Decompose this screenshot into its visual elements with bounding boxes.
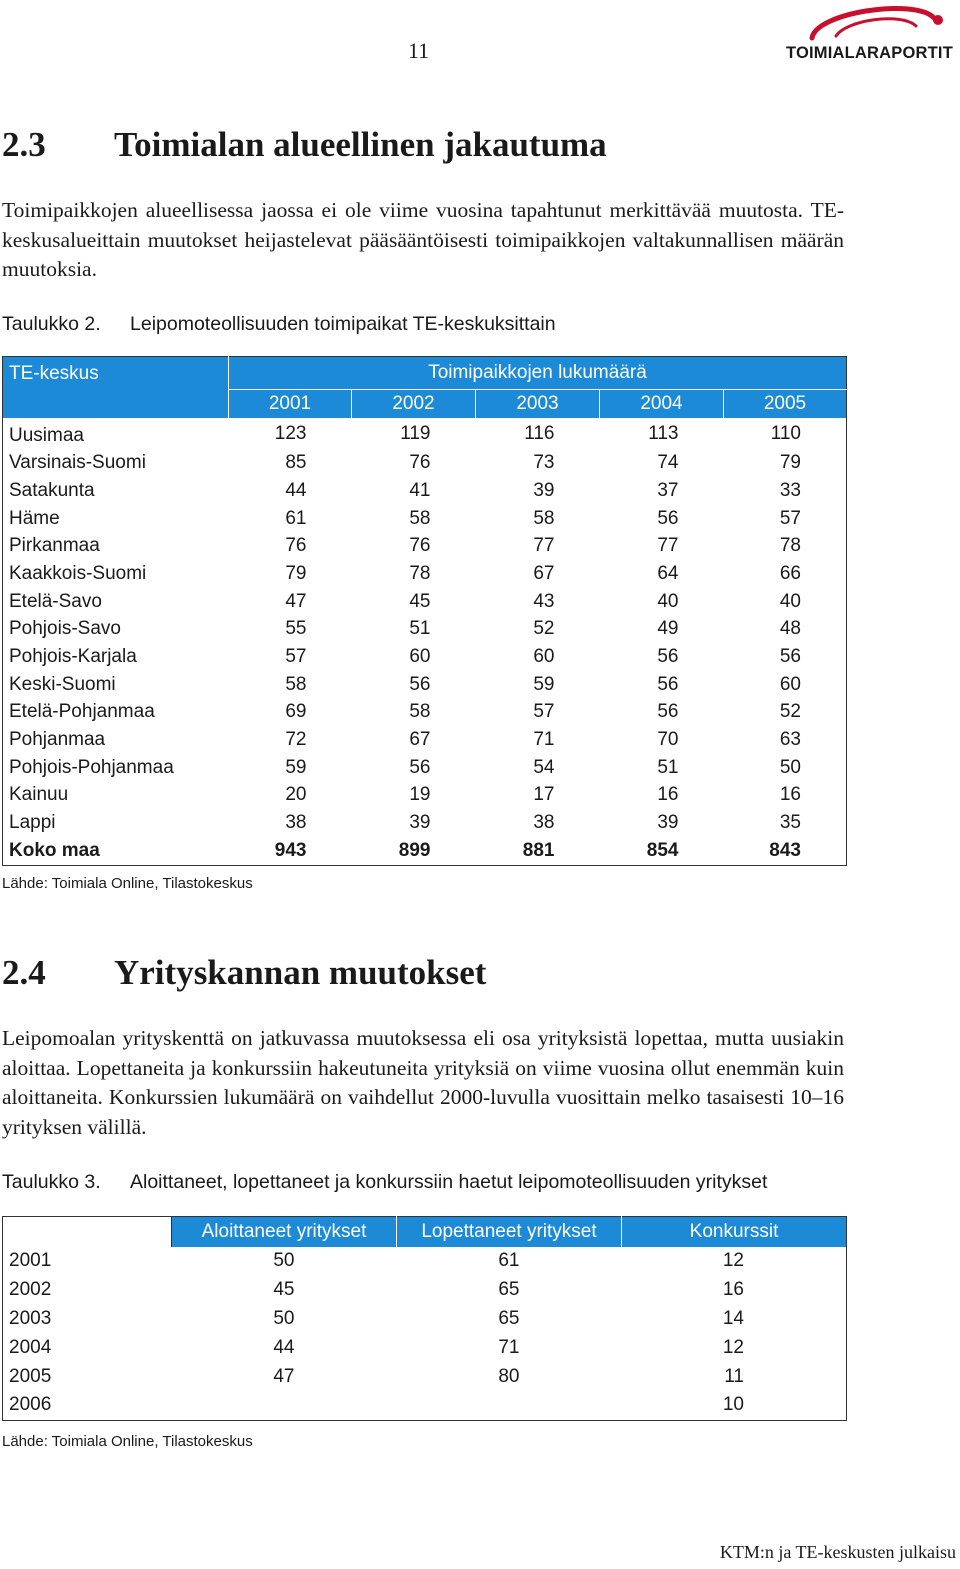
table-label: Taulukko 3. bbox=[2, 1171, 101, 1193]
cell-value: 71 bbox=[498, 1336, 520, 1358]
cell-value: 881 bbox=[522, 839, 555, 861]
cell-value: 17 bbox=[533, 784, 555, 806]
table-row bbox=[3, 532, 847, 560]
year-label: 2006 bbox=[9, 1394, 52, 1416]
table-row bbox=[3, 809, 847, 837]
table-2-source: Lähde: Toimiala Online, Tilastokeskus bbox=[2, 875, 253, 892]
cell-value bbox=[172, 1391, 397, 1420]
year-label: 2001 bbox=[9, 1250, 52, 1272]
cell-value: 77 bbox=[657, 535, 679, 557]
table-row bbox=[3, 726, 847, 754]
cell-value: 44 bbox=[285, 479, 307, 501]
cell-value: 56 bbox=[657, 507, 679, 529]
section-number: 2.4 bbox=[2, 953, 46, 992]
cell-value: 56 bbox=[409, 756, 431, 778]
footer-publication: KTM:n ja TE-keskusten julkaisu bbox=[719, 1542, 956, 1562]
table-2 bbox=[2, 356, 847, 866]
cell-value: 61 bbox=[498, 1250, 520, 1272]
region-name: Kaakkois-Suomi bbox=[9, 562, 147, 584]
cell-value: 38 bbox=[285, 812, 307, 834]
cell-value: 39 bbox=[409, 812, 431, 834]
cell-value: 11 bbox=[724, 1365, 744, 1387]
cell-value: 854 bbox=[646, 839, 679, 861]
cell-value: 47 bbox=[285, 590, 307, 612]
cell-value: 77 bbox=[533, 535, 555, 557]
table-row bbox=[3, 588, 847, 616]
cell-value: 70 bbox=[657, 729, 679, 751]
empty-header-cell bbox=[3, 1217, 172, 1248]
region-name: Pohjois-Savo bbox=[9, 618, 121, 640]
region-name: Lappi bbox=[9, 812, 56, 834]
table-row bbox=[3, 1333, 847, 1362]
cell-value: 54 bbox=[533, 756, 555, 778]
region-name: Keski-Suomi bbox=[9, 673, 116, 695]
cell-value: 71 bbox=[533, 729, 555, 751]
table-row bbox=[3, 418, 847, 450]
cell-value: 56 bbox=[779, 646, 801, 668]
year-label: 2002 bbox=[9, 1279, 52, 1301]
column-header-year: 2002 bbox=[352, 390, 476, 418]
table-3 bbox=[2, 1216, 847, 1421]
cell-value: 50 bbox=[273, 1307, 295, 1329]
cell-value: 65 bbox=[498, 1307, 520, 1329]
cell-value: 69 bbox=[285, 701, 307, 723]
cell-value: 45 bbox=[273, 1279, 295, 1301]
cell-value: 41 bbox=[409, 479, 431, 501]
cell-value: 38 bbox=[533, 812, 555, 834]
cell-value: 65 bbox=[498, 1279, 520, 1301]
cell-value: 60 bbox=[779, 673, 801, 695]
table-row bbox=[3, 754, 847, 782]
column-header-year: 2003 bbox=[476, 390, 600, 418]
table-row bbox=[3, 1391, 847, 1420]
table-label: Taulukko 2. bbox=[2, 313, 101, 335]
cell-value: 59 bbox=[285, 756, 307, 778]
year-label: 2004 bbox=[9, 1336, 52, 1358]
section-number: 2.3 bbox=[2, 125, 46, 164]
cell-value: 58 bbox=[285, 673, 307, 695]
cell-value: 49 bbox=[657, 618, 679, 640]
cell-value: 76 bbox=[409, 452, 431, 474]
table-row bbox=[3, 671, 847, 699]
section-title: Toimialan alueellinen jakautuma bbox=[114, 125, 607, 164]
cell-value: 67 bbox=[533, 562, 555, 584]
cell-value: 57 bbox=[779, 507, 801, 529]
cell-value: 14 bbox=[722, 1307, 744, 1329]
cell-value: 12 bbox=[722, 1336, 744, 1358]
section-heading-2-4 bbox=[2, 953, 486, 993]
table-title: Aloittaneet, lopettaneet ja konkurssiin haetut leipomoteollisuuden yritykset bbox=[130, 1171, 768, 1193]
cell-value: 80 bbox=[498, 1365, 520, 1387]
cell-value: 78 bbox=[779, 535, 801, 557]
toimialaraportit-logo bbox=[786, 4, 958, 66]
cell-value: 10 bbox=[722, 1394, 744, 1416]
cell-value: 52 bbox=[533, 618, 555, 640]
cell-value: 56 bbox=[657, 701, 679, 723]
region-name: Kainuu bbox=[9, 784, 69, 806]
region-name: Etelä-Savo bbox=[9, 590, 102, 612]
table-row bbox=[3, 477, 847, 505]
cell-value: 37 bbox=[657, 479, 679, 501]
cell-value: 60 bbox=[409, 646, 431, 668]
region-name: Pohjois-Pohjanmaa bbox=[9, 756, 174, 778]
cell-value: 50 bbox=[779, 756, 801, 778]
table-row bbox=[3, 699, 847, 727]
region-name: Varsinais-Suomi bbox=[9, 452, 146, 474]
cell-value: 51 bbox=[409, 618, 431, 640]
section-title: Yrityskannan muutokset bbox=[114, 953, 487, 992]
cell-value: 76 bbox=[285, 535, 307, 557]
cell-value: 50 bbox=[273, 1250, 295, 1272]
cell-value: 58 bbox=[409, 701, 431, 723]
cell-value: 56 bbox=[409, 673, 431, 695]
cell-value: 57 bbox=[533, 701, 555, 723]
column-header: Lopettaneet yritykset bbox=[397, 1217, 622, 1248]
table-title: Leipomoteollisuuden toimipaikat TE-keskuksittain bbox=[130, 313, 556, 335]
cell-value: 52 bbox=[779, 701, 801, 723]
cell-value: 39 bbox=[533, 479, 555, 501]
cell-value: 43 bbox=[533, 590, 555, 612]
table-2-caption bbox=[2, 313, 556, 336]
cell-value: 56 bbox=[657, 646, 679, 668]
cell-value: 59 bbox=[533, 673, 555, 695]
table-row bbox=[3, 782, 847, 810]
page-number: 11 bbox=[408, 38, 430, 63]
cell-value: 899 bbox=[398, 839, 431, 861]
column-header: Aloittaneet yritykset bbox=[172, 1217, 397, 1248]
cell-value: 20 bbox=[285, 784, 307, 806]
cell-value: 16 bbox=[657, 784, 679, 806]
cell-value: 33 bbox=[779, 479, 801, 501]
cell-value: 72 bbox=[285, 729, 307, 751]
cell-value: 64 bbox=[657, 562, 679, 584]
table-row bbox=[3, 560, 847, 588]
cell-value: 58 bbox=[533, 507, 555, 529]
cell-value: 843 bbox=[769, 839, 801, 861]
cell-value: 943 bbox=[274, 839, 307, 861]
table-row bbox=[3, 1276, 847, 1305]
cell-value: 12 bbox=[722, 1250, 744, 1272]
cell-value: 110 bbox=[770, 422, 801, 444]
logo-text: TOIMIALARAPORTIT bbox=[786, 44, 953, 62]
cell-value: 113 bbox=[648, 422, 679, 444]
table-3-caption bbox=[2, 1171, 767, 1194]
cell-value: 45 bbox=[409, 590, 431, 612]
cell-value: 35 bbox=[779, 812, 801, 834]
cell-value: 16 bbox=[722, 1279, 744, 1301]
table-row bbox=[3, 643, 847, 671]
table-row bbox=[3, 616, 847, 644]
cell-value: 78 bbox=[409, 562, 431, 584]
table-row bbox=[3, 1362, 847, 1391]
column-header-region: TE-keskus bbox=[9, 363, 99, 384]
region-name: Etelä-Pohjanmaa bbox=[9, 701, 155, 723]
cell-value: 67 bbox=[409, 729, 431, 751]
region-name: Uusimaa bbox=[9, 424, 84, 446]
cell-value: 123 bbox=[274, 422, 307, 444]
cell-value: 47 bbox=[273, 1365, 295, 1387]
cell-value: 16 bbox=[779, 784, 801, 806]
cell-value: 61 bbox=[285, 507, 307, 529]
column-header-year: 2001 bbox=[229, 390, 352, 418]
table-row bbox=[3, 1247, 847, 1276]
cell-value: 40 bbox=[657, 590, 679, 612]
cell-value: 57 bbox=[285, 646, 307, 668]
table-row bbox=[3, 505, 847, 533]
column-header-year: 2005 bbox=[724, 390, 847, 418]
cell-value: 79 bbox=[779, 452, 801, 474]
cell-value: 63 bbox=[779, 729, 801, 751]
cell-value: 40 bbox=[779, 590, 801, 612]
table-row bbox=[3, 449, 847, 477]
cell-value bbox=[397, 1391, 622, 1420]
section-paragraph: Leipomoalan yrityskenttä on jatkuvassa muutoksessa eli osa yrityksistä lopettaa, mutta uusiakin aloittaa. Lopettaneita ja konkurssiin hakeutuneita yrityksiä on viime vuosina ollut enemmän kuin aloittaneita. Konkurssien lukumäärä on vaihdellut 2000-luvulla vuosittain melko tasaisesti 10–16 yrityksen välillä. bbox=[2, 1026, 844, 1139]
column-group-header: Toimipaikkojen lukumäärä bbox=[229, 357, 847, 390]
cell-value: 56 bbox=[657, 673, 679, 695]
year-label: 2005 bbox=[9, 1365, 52, 1387]
cell-value: 58 bbox=[409, 507, 431, 529]
table-total-row bbox=[3, 837, 847, 865]
year-label: 2003 bbox=[9, 1307, 52, 1329]
cell-value: 44 bbox=[273, 1336, 295, 1358]
region-name: Pohjanmaa bbox=[9, 729, 106, 751]
cell-value: 55 bbox=[285, 618, 307, 640]
cell-value: 39 bbox=[657, 812, 679, 834]
cell-value: 76 bbox=[409, 535, 431, 557]
region-name: Häme bbox=[9, 507, 60, 529]
table-3-source: Lähde: Toimiala Online, Tilastokeskus bbox=[2, 1433, 253, 1450]
region-name: Pirkanmaa bbox=[9, 535, 100, 557]
table-row bbox=[3, 1305, 847, 1334]
cell-value: 19 bbox=[409, 784, 431, 806]
cell-value: 73 bbox=[533, 452, 555, 474]
region-name: Satakunta bbox=[9, 479, 95, 501]
cell-value: 51 bbox=[657, 756, 679, 778]
column-header-year: 2004 bbox=[600, 390, 724, 418]
region-name: Koko maa bbox=[9, 839, 100, 861]
section-heading-2-3 bbox=[2, 125, 607, 165]
cell-value: 66 bbox=[779, 562, 801, 584]
cell-value: 116 bbox=[524, 422, 555, 444]
cell-value: 85 bbox=[285, 452, 307, 474]
cell-value: 60 bbox=[533, 646, 555, 668]
cell-value: 119 bbox=[400, 422, 431, 444]
logo-swoosh-icon bbox=[806, 4, 956, 46]
column-header: Konkurssit bbox=[622, 1217, 847, 1248]
region-name: Pohjois-Karjala bbox=[9, 646, 137, 668]
section-paragraph: Toimipaikkojen alueellisessa jaossa ei ole viime vuosina tapahtunut merkittävää muutosta. TE-keskusalueittain muutokset heijastelevat pääsääntöisesti toimipaikkojen valtakunnallisen määrän muutoksia. bbox=[2, 198, 844, 281]
cell-value: 74 bbox=[657, 452, 679, 474]
cell-value: 79 bbox=[285, 562, 307, 584]
cell-value: 48 bbox=[779, 618, 801, 640]
